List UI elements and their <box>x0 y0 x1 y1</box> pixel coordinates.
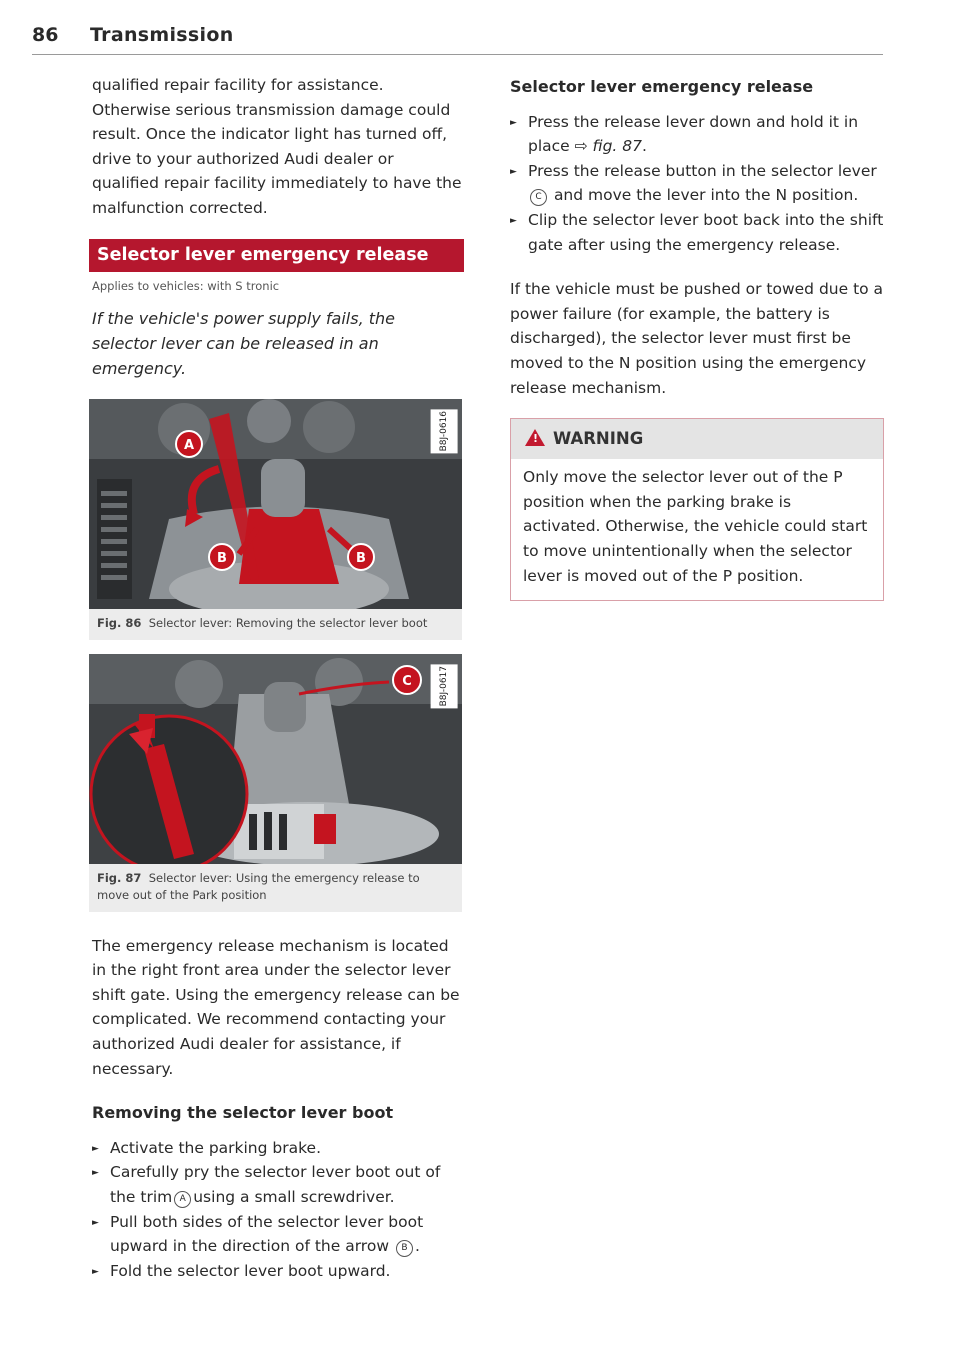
figure-86-caption-text: Selector lever: Removing the selector lever boot <box>148 615 428 630</box>
warning-text: Only move the selector lever out of the P position when the parking brake is activated. Otherwise, the vehicle could start to move unintentionally when the selector lever is moved out of the P position. <box>523 468 868 585</box>
figure-87-image <box>89 654 462 864</box>
right-column <box>510 75 885 601</box>
selector-lever-boot-illustration <box>89 399 462 609</box>
step-text: Fold the selector lever boot upward. <box>110 1261 391 1280</box>
list-item <box>92 1136 462 1161</box>
callout-b-left: B <box>217 550 227 566</box>
page-header <box>32 24 883 55</box>
list-item <box>510 110 885 159</box>
emergency-release-illustration <box>89 654 462 864</box>
figure-87-caption <box>89 864 462 912</box>
mechanism-paragraph: The emergency release mechanism is located in the right front area under the selector lever shift gate. Using the emergency release can be complicated. We recommend contacting your authorized Audi dealer for assistance, if necessary. <box>92 936 460 1078</box>
step-text: Press the release lever down and hold it in place <box>528 112 859 156</box>
figure-87-caption-text: Selector lever: Using the emergency release to move out of the Park position <box>97 870 420 902</box>
figure-86 <box>89 399 462 640</box>
step-text: using a small screwdriver. <box>193 1187 395 1206</box>
callout-b-ref: B <box>396 1240 413 1257</box>
step-text: Activate the parking brake. <box>110 1138 321 1157</box>
figure-86-code: B8J-0616 <box>431 409 458 453</box>
step-text: . <box>414 1237 420 1256</box>
chapter-title: Transmission <box>90 24 234 46</box>
callout-a-ref: A <box>174 1191 191 1208</box>
continuation-paragraph: qualified repair facility for assistance. Otherwise serious transmission damage could result. Once the indicator light has turned off, drive to your authorized Audi dealer or qualified repair facility immediately to have the malfunction corrected. <box>92 76 462 217</box>
list-item <box>92 1210 462 1259</box>
callout-c-ref: C <box>530 189 547 206</box>
step-text: and move the lever into the N position. <box>553 186 859 205</box>
intro-text: If the vehicle's power supply fails, the selector lever can be released in an emergency. <box>92 308 396 378</box>
emergency-release-heading: Selector lever emergency release <box>510 77 814 96</box>
figure-87 <box>89 654 462 912</box>
list-item <box>510 159 885 208</box>
callout-c: C <box>402 673 412 689</box>
list-item <box>510 208 885 257</box>
warning-box <box>510 418 884 601</box>
figure-86-label: Fig. 86 <box>97 615 142 630</box>
section-title: Selector lever emergency release <box>89 239 464 272</box>
list-item <box>92 1160 462 1209</box>
step-text: Carefully pry the selector lever boot out of the trim <box>110 1163 441 1206</box>
list-item <box>92 1259 462 1284</box>
warning-header <box>511 419 883 459</box>
step-text: Clip the selector lever boot back into the shift gate after using the emergency release. <box>528 210 884 254</box>
figure-87-code: B8J-0617 <box>431 664 458 708</box>
step-text: Pull both sides of the selector lever boot upward in the direction of the arrow <box>110 1212 424 1256</box>
figure-86-image <box>89 399 462 609</box>
step-text: . <box>641 137 647 156</box>
step-text: Press the release button in the selector lever <box>528 161 877 180</box>
figure-87-label: Fig. 87 <box>97 870 142 885</box>
page-number: 86 <box>32 24 59 46</box>
figure-reference-link[interactable]: ⇨ fig. 87 <box>574 137 642 156</box>
removing-boot-heading: Removing the selector lever boot <box>92 1103 394 1123</box>
emergency-release-steps <box>510 110 885 258</box>
removing-boot-steps <box>92 1136 462 1284</box>
callout-a: A <box>183 437 195 453</box>
warning-title: WARNING <box>553 429 644 449</box>
power-failure-paragraph: If the vehicle must be pushed or towed due to a power failure (for example, the battery is discharged), the selector lever must first be moved to the N position using the emergency release mechanism. <box>510 280 884 397</box>
left-column <box>92 73 462 1283</box>
callout-b-right: B <box>356 550 366 566</box>
warning-icon: ! <box>525 429 545 446</box>
figure-86-caption <box>89 609 462 640</box>
applies-note: Applies to vehicles: with S tronic <box>92 278 280 293</box>
